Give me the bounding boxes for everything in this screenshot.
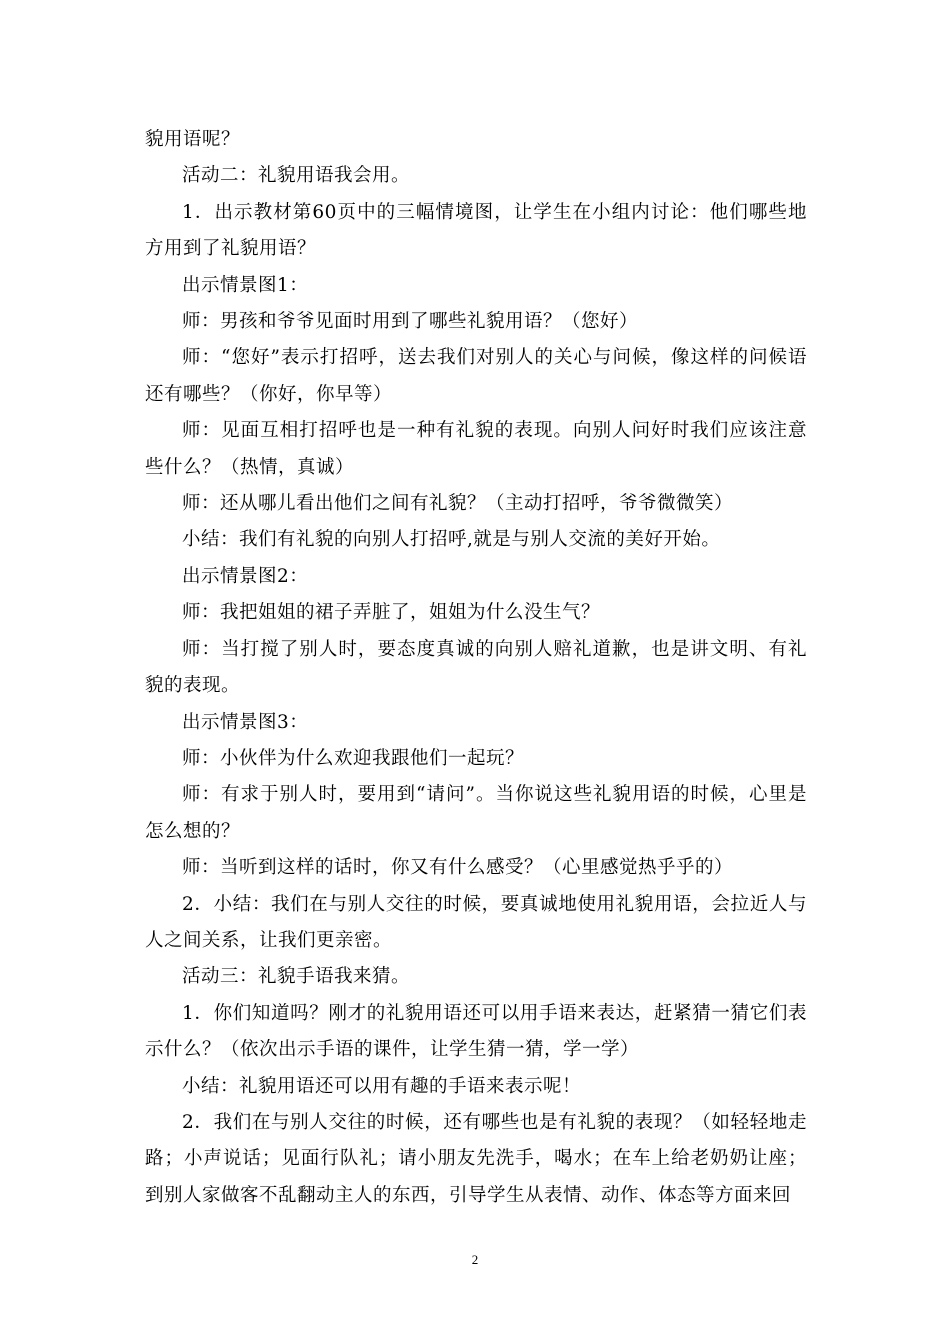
page-number: 2	[471, 1252, 479, 1267]
paragraph: 活动三：礼貌手语我来猜。	[182, 966, 411, 988]
paragraph: 2．我们在与别人交往的时候，还有哪些也是有礼貌的表现？（如轻轻地走路；小声说话；见面行队礼；请小朋友先洗手，喝水；在车上给老奶奶让座；到别人家做客不乱翻动主人的东西，引导学生从表情、动作、体态等方面来回	[145, 1111, 807, 1206]
paragraph: 出示情景图3：	[182, 711, 309, 733]
paragraph: 出示情景图1：	[182, 274, 309, 296]
paragraph: 活动二：礼貌用语我会用。	[182, 165, 411, 187]
paragraph: 师：小伙伴为什么欢迎我跟他们一起玩？	[182, 747, 525, 769]
paragraph: 小结：礼貌用语还可以用有趣的手语来表示呢！	[182, 1075, 582, 1097]
paragraph: 师：“您好”表示打招呼，送去我们对别人的关心与问候，像这样的问候语还有哪些？（你好，你早等）	[145, 347, 807, 405]
paragraph: 2．小结：我们在与别人交往的时候，要真诚地使用礼貌用语，会拉近人与人之间关系，让我们更亲密。	[145, 893, 807, 951]
paragraph: 貌用语呢？	[145, 129, 241, 150]
paragraph: 师：见面互相打招呼也是一种有礼貌的表现。向别人问好时我们应该注意些什么？（热情，真诚）	[145, 420, 807, 478]
document-body	[145, 122, 807, 1214]
paragraph: 师：男孩和爷爷见面时用到了哪些礼貌用语？（您好）	[182, 311, 639, 333]
paragraph: 师：当听到这样的话时，你又有什么感受？（心里感觉热乎乎的）	[182, 857, 734, 879]
paragraph: 师：当打搅了别人时，要态度真诚的向别人赔礼道歉，也是讲文明、有礼貌的表现。	[145, 638, 807, 697]
paragraph: 1．你们知道吗？刚才的礼貌用语还可以用手语来表达，赶紧猜一猜它们表示什么？（依次出示手语的课件，让学生猜一猜，学一学）	[145, 1002, 807, 1061]
paragraph: 小结：我们有礼貌的向别人打招呼,就是与别人交流的美好开始。	[182, 529, 721, 551]
paragraph: 出示情景图2：	[182, 565, 309, 587]
paragraph: 师：我把姐姐的裙子弄脏了，姐姐为什么没生气？	[182, 602, 601, 624]
paragraph: 1．出示教材第60页中的三幅情境图，让学生在小组内讨论：他们哪些地方用到了礼貌用语？	[145, 201, 807, 260]
paragraph: 师：有求于别人时，要用到“请问”。当你说这些礼貌用语的时候，心里是怎么想的？	[145, 784, 807, 842]
paragraph: 师：还从哪儿看出他们之间有礼貌？（主动打招呼，爷爷微微笑）	[182, 493, 734, 515]
